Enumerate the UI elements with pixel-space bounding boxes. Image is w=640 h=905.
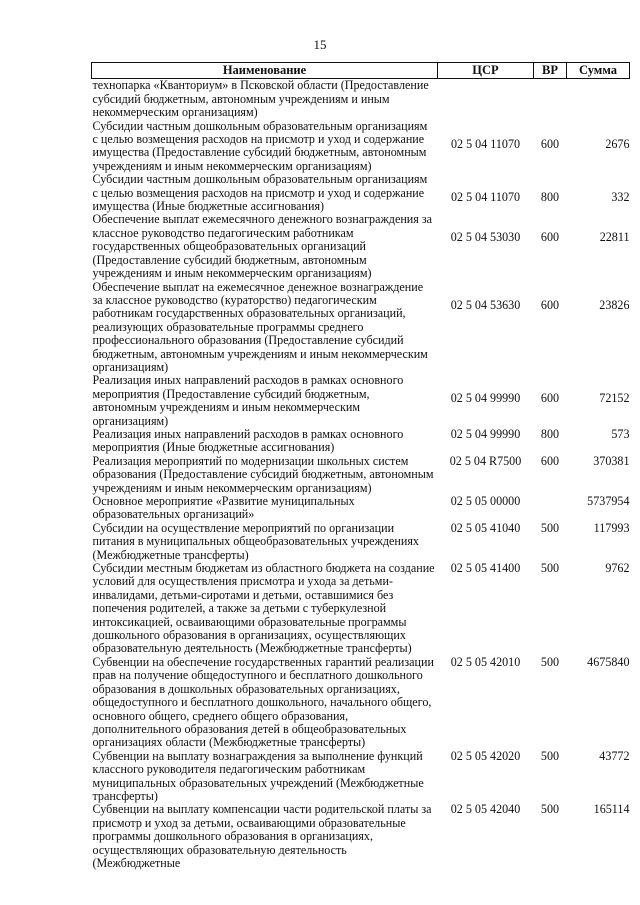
table-row bbox=[92, 173, 630, 213]
cell-csr: 02 5 04 99990 bbox=[450, 426, 521, 441]
cell-csr: 02 5 04 11070 bbox=[450, 136, 521, 151]
table-row bbox=[92, 562, 630, 656]
table-row bbox=[92, 656, 630, 750]
cell-csr: 02 5 04 99990 bbox=[450, 391, 521, 406]
cell-csr bbox=[438, 79, 534, 120]
cell-csr: 02 5 05 41040 bbox=[450, 520, 521, 535]
cell-name: Субсидии местным бюджетам из областного бюджета на создание условий для осуществления присмотра и ухода за детьми-инвалидами, детьми-сиротами и детьми, оставшимися без попечения родителей, а также за детьми с туберкулезной интоксикацией, осваивающими образовательные программы дошкольного образования в организациях, осуществляющих образовательную деятельность (Межбюджетные трансферты) bbox=[92, 561, 435, 656]
cell-name: Субвенции на выплату компенсации части родительской платы за присмотр и уход за детьми, осваивающими образовательные программы дошкольного образования в организациях, осуществляющих образовательную деятельность (Межбюджетные bbox=[92, 802, 432, 870]
cell-sum: 2676 bbox=[605, 136, 630, 151]
page-number: 15 bbox=[313, 37, 327, 52]
table-row bbox=[92, 750, 630, 804]
table-row bbox=[92, 495, 630, 522]
header-sum: Сумма bbox=[567, 63, 630, 79]
cell-csr: 02 5 04 53030 bbox=[450, 230, 521, 245]
table-row bbox=[92, 455, 630, 495]
cell-name: Реализация иных направлений расходов в рамках основного мероприятия (Предоставление субсидий бюджетным, автономным учреждениям и иным некоммерческим организациям) bbox=[92, 373, 404, 428]
cell-sum: 43772 bbox=[599, 748, 630, 763]
table-row bbox=[92, 120, 630, 174]
header-csr: ЦСР bbox=[438, 63, 534, 79]
cell-sum: 72152 bbox=[599, 391, 630, 406]
cell-csr: 02 5 04 53630 bbox=[450, 297, 521, 312]
cell-sum: 4675840 bbox=[587, 654, 630, 669]
cell-vr: 600 bbox=[540, 453, 560, 468]
cell-name: технопарка «Кванториум» в Псковской области (Предоставление субсидий бюджетным, автономным учреждениям и иным некоммерческим организациям) bbox=[92, 78, 429, 120]
table-row bbox=[92, 522, 630, 562]
cell-sum: 332 bbox=[611, 190, 630, 205]
cell-name: Реализация иных направлений расходов в рамках основного мероприятия (Иные бюджетные ассигнования) bbox=[92, 426, 404, 455]
cell-name: Основное мероприятие «Развитие муниципальных образовательных организаций» bbox=[92, 494, 355, 522]
cell-sum: 165114 bbox=[593, 802, 630, 817]
cell-vr: 600 bbox=[540, 297, 560, 312]
cell-vr: 500 bbox=[540, 654, 560, 669]
table-row bbox=[92, 374, 630, 428]
cell-vr: 800 bbox=[540, 190, 560, 205]
cell-sum: 9762 bbox=[605, 561, 630, 576]
cell-vr: 500 bbox=[540, 561, 560, 576]
cell-sum: 22811 bbox=[599, 230, 630, 245]
header-vr: ВР bbox=[534, 63, 567, 79]
table-row bbox=[92, 281, 630, 375]
cell-sum bbox=[567, 79, 630, 120]
cell-csr: 02 5 04 R7500 bbox=[449, 453, 522, 468]
cell-name: Субсидии на осуществление мероприятий по организации питания в муниципальных общеобразовательных учреждениях (Межбюджетные трансферты) bbox=[92, 520, 419, 562]
cell-csr: 02 5 05 00000 bbox=[450, 494, 521, 508]
cell-sum: 5737954 bbox=[587, 494, 630, 508]
cell-name: Субсидии частным дошкольным образовательным организациям с целью возмещения расходов на присмотр и уход и содержание имущества (Предоставление субсидий бюджетным, автономным учреждениям и иным некоммерческим организациям) bbox=[92, 118, 428, 173]
cell-vr: 600 bbox=[540, 136, 560, 151]
cell-sum: 23826 bbox=[599, 297, 630, 312]
cell-name: Обеспечение выплат ежемесячного денежного вознаграждения за классное руководство педагогическим работникам государственных общеобразовательных организаций (Предоставление субсидий бюджетным, автономным учреждениям и иным некоммерческим организациям) bbox=[92, 212, 432, 281]
cell-csr: 02 5 05 42040 bbox=[450, 802, 521, 817]
cell-sum: 117993 bbox=[593, 520, 630, 535]
cell-csr: 02 5 05 41400 bbox=[450, 561, 521, 576]
table-row bbox=[92, 213, 630, 280]
table-body bbox=[92, 79, 630, 870]
cell-vr: 800 bbox=[540, 426, 560, 441]
cell-sum: 573 bbox=[611, 426, 630, 441]
cell-csr: 02 5 05 42010 bbox=[450, 654, 521, 669]
budget-table bbox=[91, 62, 630, 870]
cell-vr bbox=[534, 79, 567, 120]
cell-csr: 02 5 05 42020 bbox=[450, 748, 521, 763]
cell-name: Субвенции на обеспечение государственных гарантий реализации прав на получение общедоступного и бесплатного дошкольного образования в дошкольных образовательных организациях, общедоступного и бесплатного дошкольного, начального общего, основного общего, среднего общего образования, дополнительного образования детей в общеобразовательных организациях области (Межбюджетные трансферты) bbox=[92, 654, 434, 750]
cell-name: Реализация мероприятий по модернизации школьных систем образования (Предоставление субсидий бюджетным, автономным учреждениям и иным некоммерческим организациям) bbox=[92, 453, 434, 495]
cell-vr: 500 bbox=[540, 802, 560, 817]
cell-vr: 600 bbox=[540, 391, 560, 406]
cell-name: Обеспечение выплат на ежемесячное денежное вознаграждение за классное руководство (кураторство) педагогическим работникам государственных образовательных организаций, реализующих образовательные программы среднего профессионального образования (Предоставление субсидий бюджетным, автономным учреждениям и иным некоммерческим организациям) bbox=[92, 279, 428, 374]
cell-vr bbox=[534, 495, 567, 522]
cell-csr: 02 5 04 11070 bbox=[450, 190, 521, 205]
cell-vr: 500 bbox=[540, 520, 560, 535]
cell-sum: 370381 bbox=[593, 453, 630, 468]
table-row bbox=[92, 428, 630, 455]
table-row bbox=[92, 79, 630, 120]
cell-vr: 600 bbox=[540, 230, 560, 245]
cell-name: Субвенции на выплату вознаграждения за выполнение функций классного руководителя педагогическим работникам муниципальных образовательных учреждений (Межбюджетные трансферты) bbox=[92, 748, 424, 803]
header-name: Наименование bbox=[92, 63, 438, 79]
cell-vr: 500 bbox=[540, 748, 560, 763]
cell-name: Субсидии частным дошкольным образовательным организациям с целью возмещения расходов на присмотр и уход и содержание имущества (Иные бюджетные ассигнования) bbox=[92, 172, 428, 214]
table-row bbox=[92, 803, 630, 870]
table-header-row bbox=[92, 63, 630, 79]
